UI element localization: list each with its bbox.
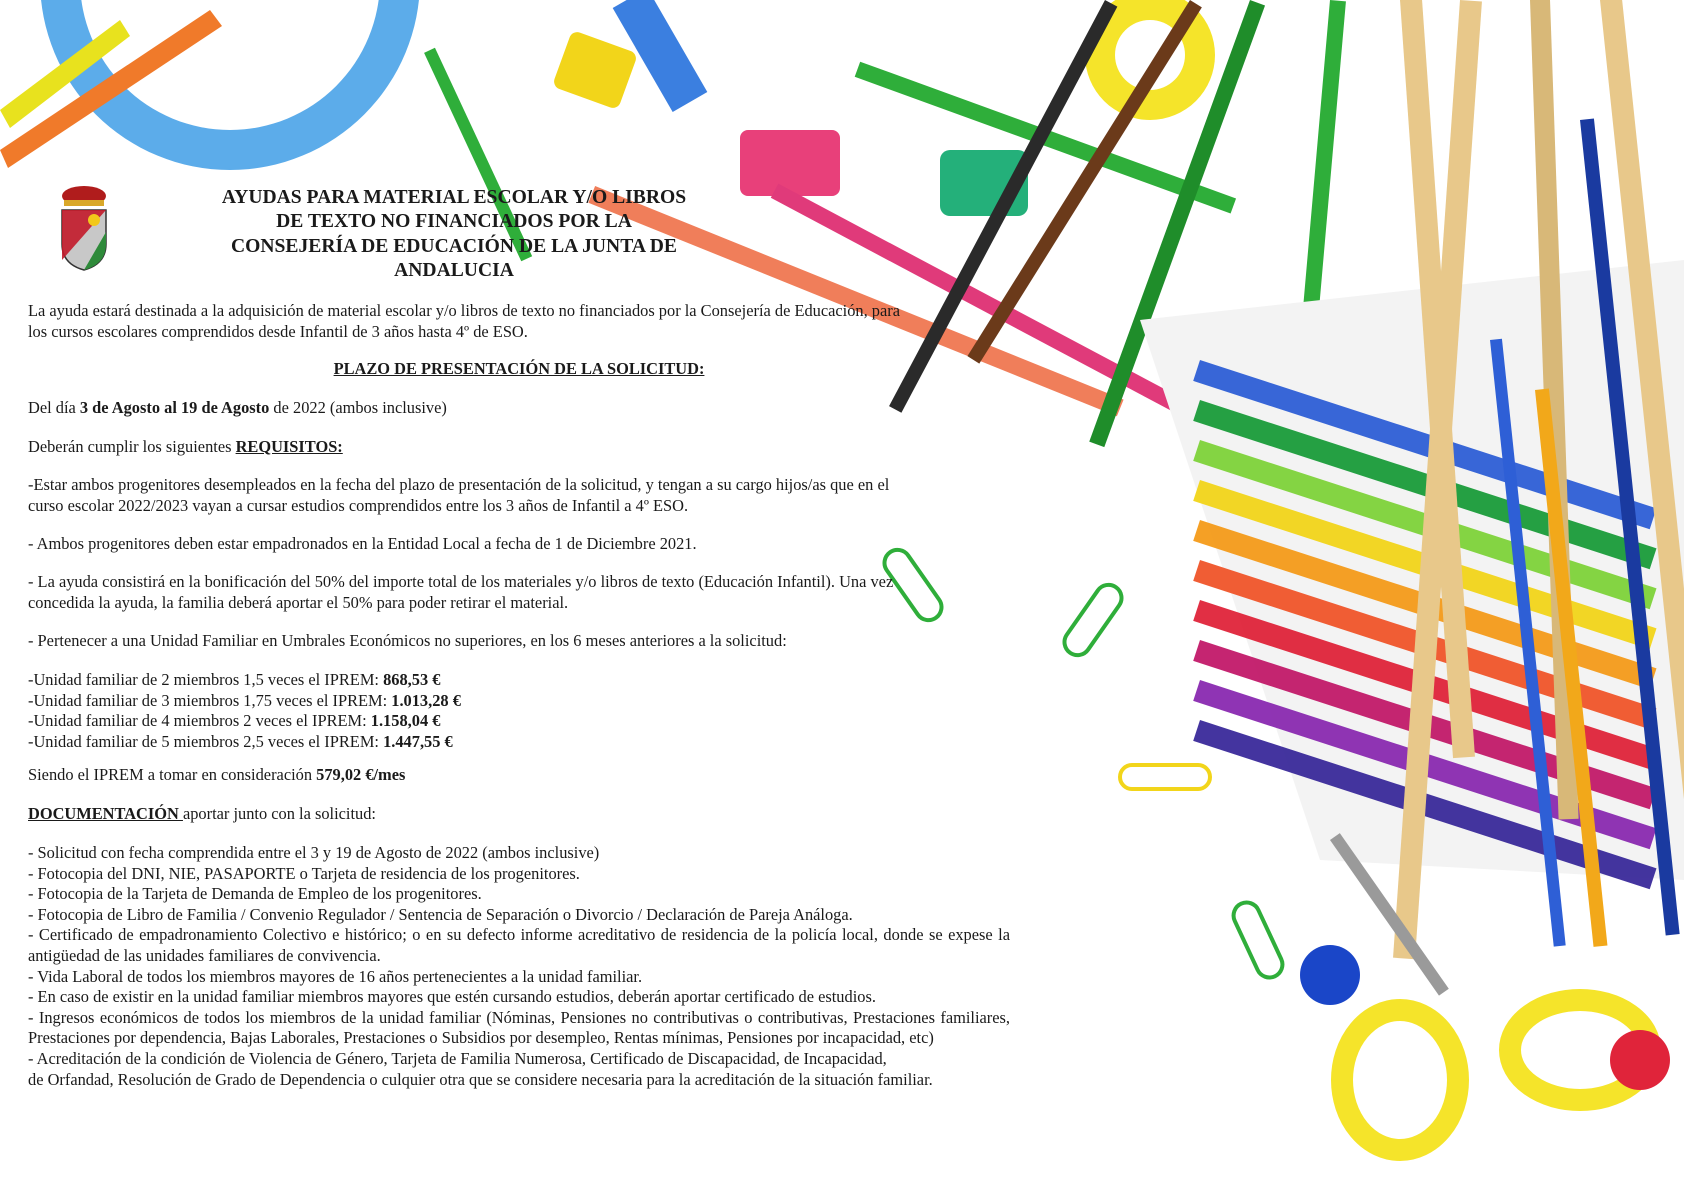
plazo-dates	[28, 398, 1010, 419]
plazo-from-date: 3 de Agosto	[79, 398, 161, 417]
documentacion-item: - Fotocopia de la Tarjeta de Demanda de Empleo de los progenitores.	[28, 884, 482, 904]
municipal-coat-of-arms-icon	[54, 182, 114, 274]
title-line: DE TEXTO NO FINANCIADOS POR LA	[276, 211, 632, 233]
umbral-item	[28, 732, 1010, 753]
plazo-pre: Del día	[28, 398, 80, 417]
umbral-label: -Unidad familiar de 4 miembros 2 veces el IPREM:	[28, 711, 371, 731]
requisitos-intro	[28, 437, 1010, 458]
plazo-post: de 2022 (ambos inclusive)	[269, 398, 447, 417]
requisito-item	[28, 572, 1010, 613]
umbral-item	[28, 711, 1010, 732]
umbral-amount: 1.013,28 €	[391, 690, 461, 710]
plazo-heading	[28, 359, 1010, 380]
requisitos-pre: Deberán cumplir los siguientes	[28, 437, 236, 456]
umbral-label: -Unidad familiar de 5 miembros 2,5 veces el IPREM:	[28, 731, 384, 751]
title-line: AYUDAS PARA MATERIAL ESCOLAR Y/O LIBROS	[221, 187, 687, 208]
documentacion-item: - Solicitud con fecha comprendida entre el 3 y 19 de Agosto de 2022 (ambos inclusive)	[28, 843, 600, 862]
requisito-line: concedida la ayuda, la familia deberá aportar el 50% para poder retirar el material.	[28, 592, 569, 612]
title-line: CONSEJERÍA DE EDUCACIÓN DE LA JUNTA DE	[230, 235, 677, 257]
documentacion-list	[28, 843, 1010, 1090]
documentacion-heading	[28, 804, 1010, 825]
intro-line: La ayuda estará destinada a la adquisición de material escolar y/o libros de texto no financiados por la Consejería de Educación, para	[28, 301, 901, 320]
intro-paragraph	[28, 301, 1010, 342]
documentacion-item: de Orfandad, Resolución de Grado de Dependencia o culquier otra que se considere necesaria para la acreditación de la situación familiar.	[28, 1069, 933, 1089]
documentacion-item: - Acreditación de la condición de Violencia de Género, Tarjeta de Familia Numerosa, Certificado de Discapacidad, de Incapacidad,	[28, 1048, 887, 1068]
requisito-item	[28, 475, 1010, 516]
iprem-line	[28, 765, 1010, 786]
intro-line: los cursos escolares comprendidos desde Infantil de 3 años hasta 4º de ESO.	[28, 321, 528, 341]
requisito-line: - La ayuda consistirá en la bonificación del 50% del importe total de los materiales y/o libros de texto (Educación Infantil). Una vez	[28, 572, 894, 591]
requisito-line: -Estar ambos progenitores desempleados en la fecha del plazo de presentación de la solicitud, y tengan a su cargo hijos/as que en el	[28, 475, 890, 494]
title-line: ANDALUCIA	[394, 260, 514, 282]
documentacion-label: DOCUMENTACIÓN	[28, 804, 183, 823]
umbral-label: -Unidad familiar de 3 miembros 1,75 veces el IPREM:	[28, 690, 392, 710]
umbral-item	[28, 691, 1010, 712]
document-title	[196, 186, 712, 284]
requisito-item	[28, 631, 1010, 652]
umbrales-list	[28, 670, 1010, 752]
protractor-icon	[40, 0, 420, 170]
documentacion-post: aportar junto con la solicitud:	[182, 804, 376, 823]
requisito-item	[28, 534, 1010, 555]
documentacion-item: - Ingresos económicos de todos los miembros de la unidad familiar (Nóminas, Pensiones no contributivas o contributivas, Prestaciones familiares, Prestaciones por dependencia, Bajas Laborales, Prestaciones o Subsidios por desempleo, Rentas mínimas, Pensiones por incapacidad, etc)	[28, 1007, 1010, 1048]
plazo-heading-text: PLAZO DE PRESENTACIÓN DE LA SOLICITUD:	[333, 359, 705, 378]
documentacion-item: - En caso de existir en la unidad familiar miembros mayores que estén cursando estudios, deberán aportar certificado de estudios.	[28, 987, 876, 1007]
umbral-label: -Unidad familiar de 2 miembros 1,5 veces el IPREM:	[28, 670, 384, 689]
requisito-line: - Ambos progenitores deben estar empadronados en la Entidad Local a fecha de 1 de Diciembre 2021.	[28, 534, 697, 553]
requisito-line: curso escolar 2022/2023 vayan a cursar estudios comprendidos entre los 3 años de Infantil a 4º ESO.	[28, 495, 689, 515]
documentacion-item: - Certificado de empadronamiento Colectivo e histórico; o en su defecto informe acreditativo de residencia de la policía local, donde se expese la antigüedad de las unidades familiares de convivencia.	[28, 925, 1010, 965]
requisitos-label: REQUISITOS:	[235, 437, 343, 456]
documentacion-item: - Fotocopia del DNI, NIE, PASAPORTE o Tarjeta de residencia de los progenitores.	[28, 863, 580, 883]
iprem-pre: Siendo el IPREM a tomar en consideración	[28, 765, 317, 784]
umbral-amount: 1.158,04 €	[370, 711, 441, 731]
iprem-amount: 579,02 €/mes	[316, 765, 406, 784]
plazo-mid: al	[160, 398, 181, 417]
requisito-line: - Pertenecer a una Unidad Familiar en Umbrales Económicos no superiores, en los 6 meses anteriores a la solicitud:	[28, 631, 787, 650]
plazo-to-date: 19 de Agosto	[180, 398, 270, 417]
umbral-amount: 1.447,55 €	[383, 731, 453, 751]
documentacion-item: - Vida Laboral de todos los miembros mayores de 16 años pertenecientes a la unidad familiar.	[28, 966, 643, 986]
umbral-amount: 868,53 €	[383, 670, 441, 689]
documentacion-item: - Fotocopia de Libro de Familia / Convenio Regulador / Sentencia de Separación o Divorcio / Declaración de Pareja Análoga.	[28, 904, 853, 924]
umbral-item	[28, 670, 1010, 691]
